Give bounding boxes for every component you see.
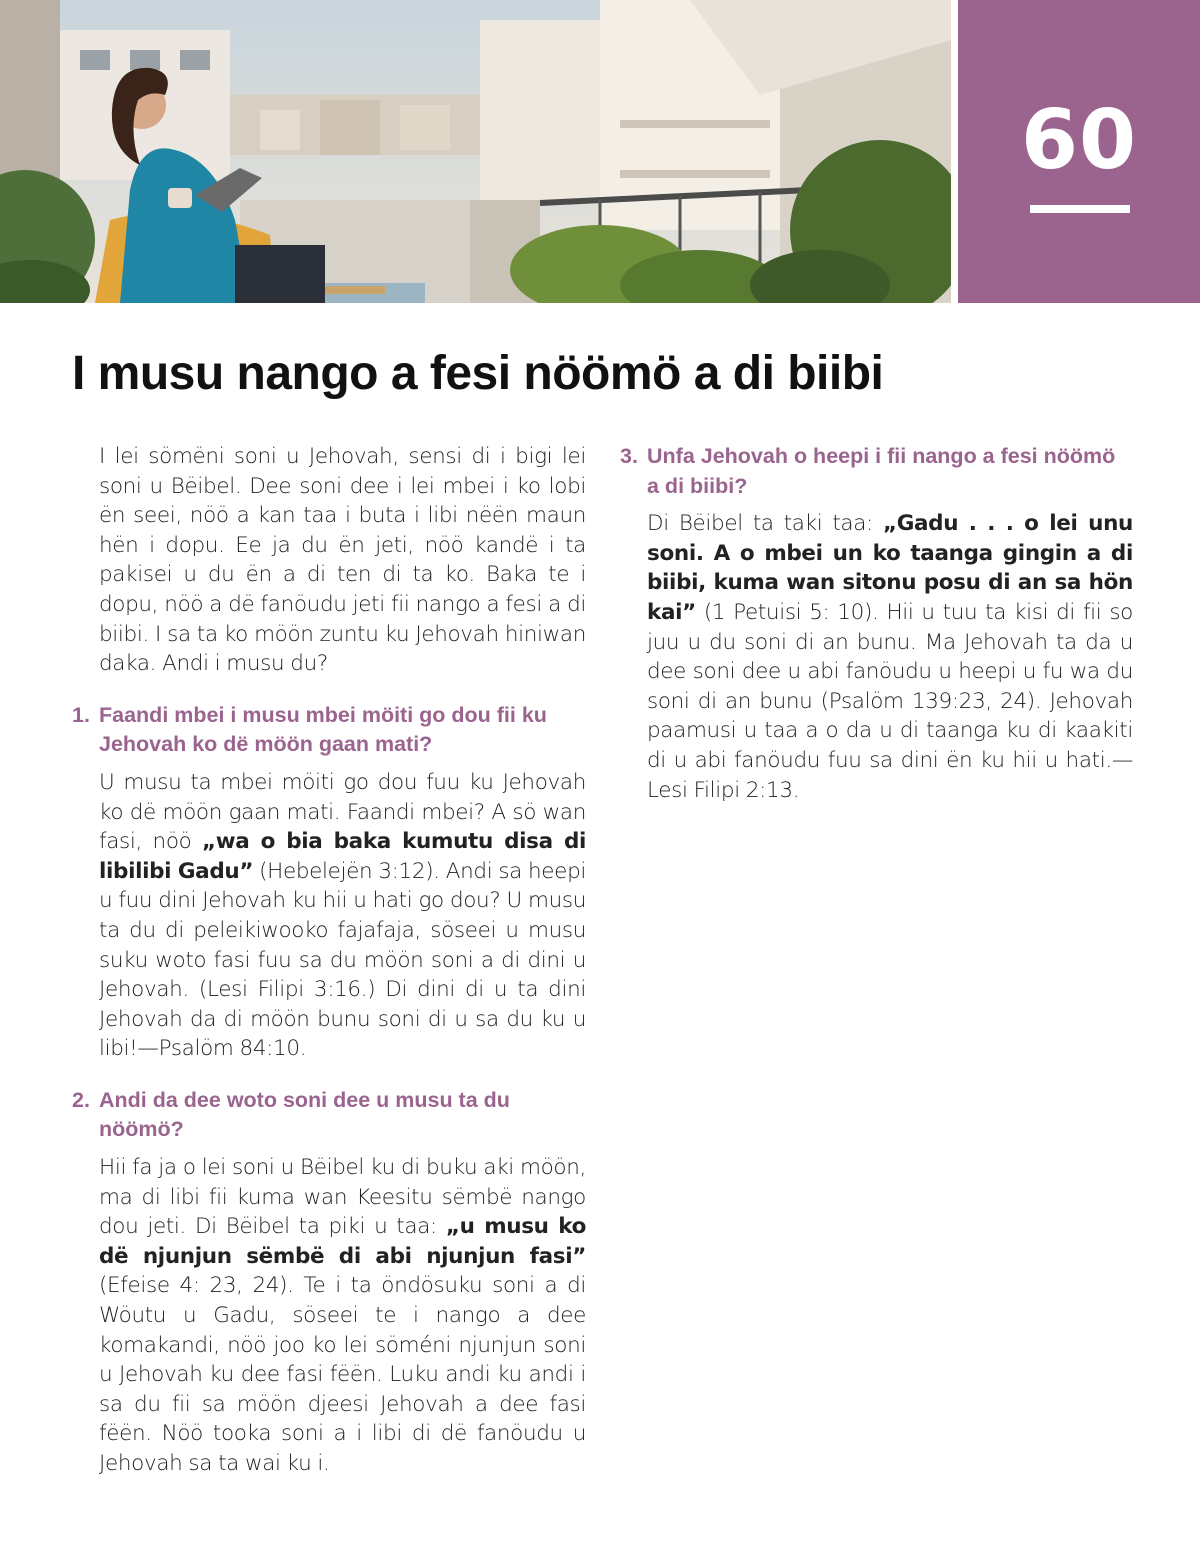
intro-paragraph: I lei sömëni soni u Jehovah, sensi di i bigi lei soni u Bëibel. Dee soni dee i lei mbei i ko lobi ën seei, nöö a kan taa i buta i libi nëën maun hën i dopu. Ee ja du ën jeti, nöö kandë i ta pakisei u du ën a di ten di ta ko. Baka te i dopu, nöö a dë fanöudu jeti fii nango a fesi a di biibi. I sa ta ko möön zuntu ku Jehovah hiniwan daka. Andi i musu du? <box>99 444 586 677</box>
lesson-number: 60 <box>1020 93 1138 188</box>
scripture-quote: „wa o bia baka kumutu disa di libilibi Gadu” <box>99 829 587 884</box>
question-text: Unfa Jehovah o heepi i fii nango a fesi nöömö a di biibi? <box>647 444 1116 498</box>
left-column <box>72 442 586 1479</box>
answer-text: Di Bëibel ta taki taa: <box>647 511 883 537</box>
question-3 <box>620 442 1133 501</box>
right-column <box>620 442 1133 805</box>
answer-text: (1 Petuisi 5: 10). Hii u tuu ta kisi di fii so juu u du soni di an bunu. Ma Jehovah ta da u dee soni dee u abi fanöudu u heepi u fu wa du soni di an bunu (Psalöm 139:23, 24). Jehovah paamusi u taa a o da u di taanga ku di kaakiti di u abi fanöudu fuu sa dini ën ku hii u hati.—Lesi Filipi 2:13. <box>647 599 1133 803</box>
question-text: Faandi mbei i musu mbei möiti go dou fii ku Jehovah ko dë möön gaan mati? <box>99 702 547 757</box>
question-number: 3. <box>620 444 638 468</box>
question-number: 1. <box>72 702 90 727</box>
question-number: 2. <box>72 1087 90 1112</box>
scripture-quote: „Gadu . . . o lei unu soni. A o mbei un ko taanga gingin a di biibi, kuma wan sitonu posu di an sa hön kai” <box>647 511 1133 625</box>
answer-text: (Hebelejën 3:12). Andi sa heepi u fuu dini Jehovah ku hii u hati go dou? U musu ta du di peleikiwooko fajafaja, söseei u musu suku woto fasi fuu sa du möön soni a di dini u Jehovah. (Lesi Filipi 3:16.) Di dini di u ta dini Jehovah da di möön bunu soni di u sa du ku u libi!—Psalöm 84:10. <box>99 858 586 1062</box>
lesson-number-panel <box>958 0 1200 303</box>
answer-1 <box>72 768 586 1064</box>
question-2 <box>72 1086 586 1145</box>
header-photo <box>0 0 951 303</box>
scripture-quote: „u musu ko dë njunjun sëmbë di abi njunjun fasi” <box>99 1214 586 1269</box>
answer-3 <box>620 509 1133 805</box>
question-1 <box>72 701 586 760</box>
answer-text: U musu ta mbei möiti go dou fuu ku Jehovah ko dë möön gaan mati. Faandi mbei? A sö wan fasi, nöö <box>99 769 586 855</box>
question-text: Andi da dee woto soni dee u musu ta du nöömö? <box>99 1087 510 1142</box>
answer-2 <box>72 1153 586 1479</box>
answer-text: (Efeise 4: 23, 24). Te i ta öndösuku soni a di Wöutu u Gadu, söseei te i nango a dee komakandi, nöö joo ko lei söméni njunjun soni u Jehovah ku dee fasi fëën. Luku andi ku andi i sa du fii sa möön djeesi Jehovah a dee fasi fëën. Nöö tooka soni a i libi di dë fanöudu u Jehovah sa ta wai ku i. <box>99 1273 586 1476</box>
answer-text: Hii fa ja o lei soni u Bëibel ku di buku aki möön, ma di libi fii kuma wan Keesitu sëmbë nango dou jeti. Di Bëibel ta piki u taa: <box>99 1155 586 1240</box>
page-title: I musu nango a fesi nöömö a di biibi <box>72 347 884 400</box>
balcony-illustration <box>0 0 951 303</box>
lesson-number-underline <box>1030 205 1130 213</box>
